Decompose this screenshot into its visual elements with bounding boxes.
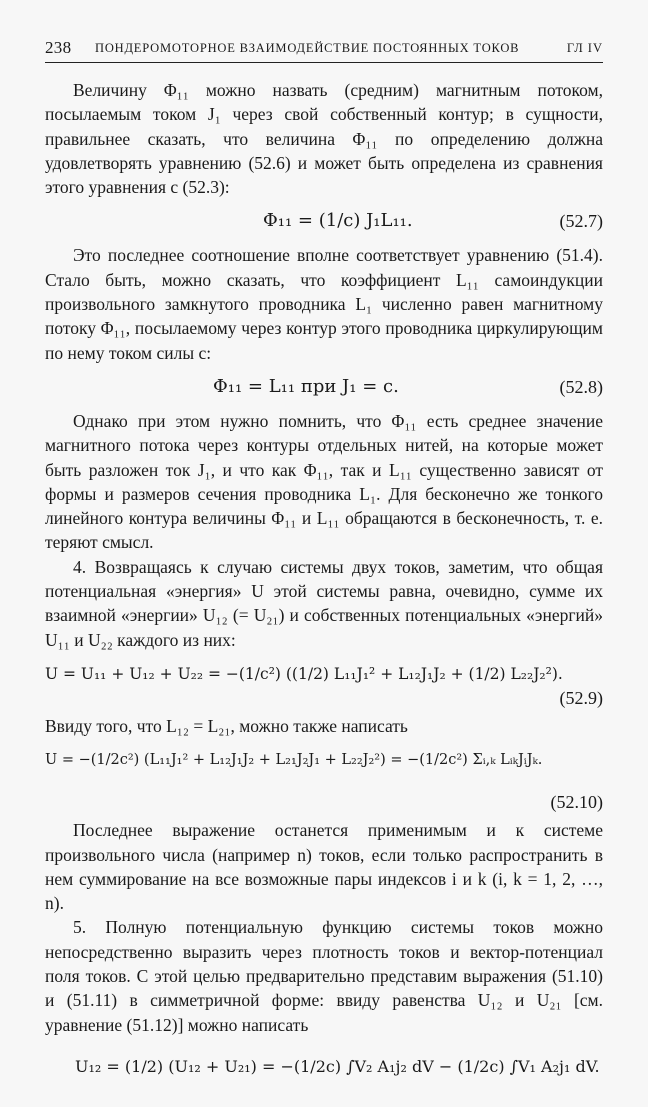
paragraph: 4. Возвращаясь к случаю системы двух токов, заметим, что общая потенциальная «энергия» U этой системы равна, очевидно, сумме их взаимной «энергии» U₁₂ (= U₂₁) и собственных потенциальных «энергий» U₁₁ и U₂₂ каждого из них:: [45, 556, 603, 650]
running-title: ПОНДЕРОМОТОРНОЕ ВЗАИМОДЕЙСТВИЕ ПОСТОЯННЫХ ТОКОВ: [95, 41, 520, 55]
header-rule: [45, 62, 603, 63]
paragraph: Последнее выражение останется применимым и к системе произвольного числа (например n) токов, если только распространить в нем суммирование на все возможные пары индексов i и k (i, k = 1, 2, …, n).: [45, 820, 603, 914]
equation-formula: U = −(1/2c²) (L₁₁J₁² + L₁₂J₁J₂ + L₂₁J₂J₁ + L₂₂J₂²) = −(1/2c²) Σᵢ,ₖ LᵢₖJᵢJₖ.: [45, 752, 543, 769]
paragraph: Величину Φ₁₁ можно назвать (средним) магнитным потоком, посылаемым током J₁ через свой собственный контур; в сущности, правильнее сказать, что величина Φ₁₁ по определению должна удовлетворять уравнению (52.6) и может быть определена из сравнения этого уравнения с (52.3):: [45, 80, 603, 198]
equation-number: (52.7): [559, 211, 603, 232]
paragraph: Однако при этом нужно помнить, что Φ₁₁ есть среднее значение магнитного потока через контуры отдельных нитей, на которые может быть разложен ток J₁, и что как Φ₁₁, так и L₁₁ существенно зависят от формы и размеров сечения проводника L₁. Для бесконечно же тонкого линейного контура величины Φ₁₁ и L₁₁ обращаются в бесконечность, т. е. теряют смысл.: [45, 410, 603, 553]
equation-formula: Φ₁₁ = L₁₁ при J₁ = c.: [213, 375, 399, 397]
running-header: [45, 38, 603, 60]
equation-52-10: [45, 738, 603, 818]
chapter-label: ГЛ IV: [566, 41, 603, 55]
equation-formula: U = U₁₁ + U₁₂ + U₂₂ = −(1/c²) ((1/2) L₁₁J₁² + L₁₂J₁J₂ + (1/2) L₂₂J₂²).: [45, 664, 563, 683]
equation-unnumbered: [45, 1037, 603, 1107]
equation-formula: Φ₁₁ = (1/c) J₁L₁₁.: [263, 210, 413, 232]
equation-52-9: [45, 652, 603, 714]
equation-number: (52.10): [550, 792, 603, 813]
equation-52-8: [45, 365, 603, 409]
paragraph: Это последнее соотношение вполне соответствует уравнению (51.4). Стало быть, можно сказать, что коэффициент L₁₁ самоиндукции произвольного замкнутого проводника L₁ численно равен магнитному потоку Φ₁₁, посылаемому через контур этого проводника циркулирующим по нему током силы c:: [45, 245, 603, 363]
page-number: 238: [45, 38, 72, 57]
equation-52-7: [45, 199, 603, 243]
equation-number: (52.8): [559, 376, 603, 397]
equation-formula: U₁₂ = (1/2) (U₁₂ + U₂₁) = −(1/2c) ∫V₂ A₁j₂ dV − (1/2c) ∫V₁ A₂j₁ dV.: [75, 1056, 600, 1076]
main-text: [45, 78, 603, 1107]
paragraph: Ввиду того, что L₁₂ = L₂₁, можно также написать: [45, 715, 408, 736]
paragraph: 5. Полную потенциальную функцию системы токов можно непосредственно выразить через плотность токов и вектор-потенциал поля токов. С этой целью предварительно представим выражения (51.10) и (51.11) в симметричной форме: ввиду равенства U₁₂ и U₂₁ [см. уравнение (51.12)] можно написать: [45, 917, 603, 1035]
equation-number: (52.9): [559, 687, 603, 708]
